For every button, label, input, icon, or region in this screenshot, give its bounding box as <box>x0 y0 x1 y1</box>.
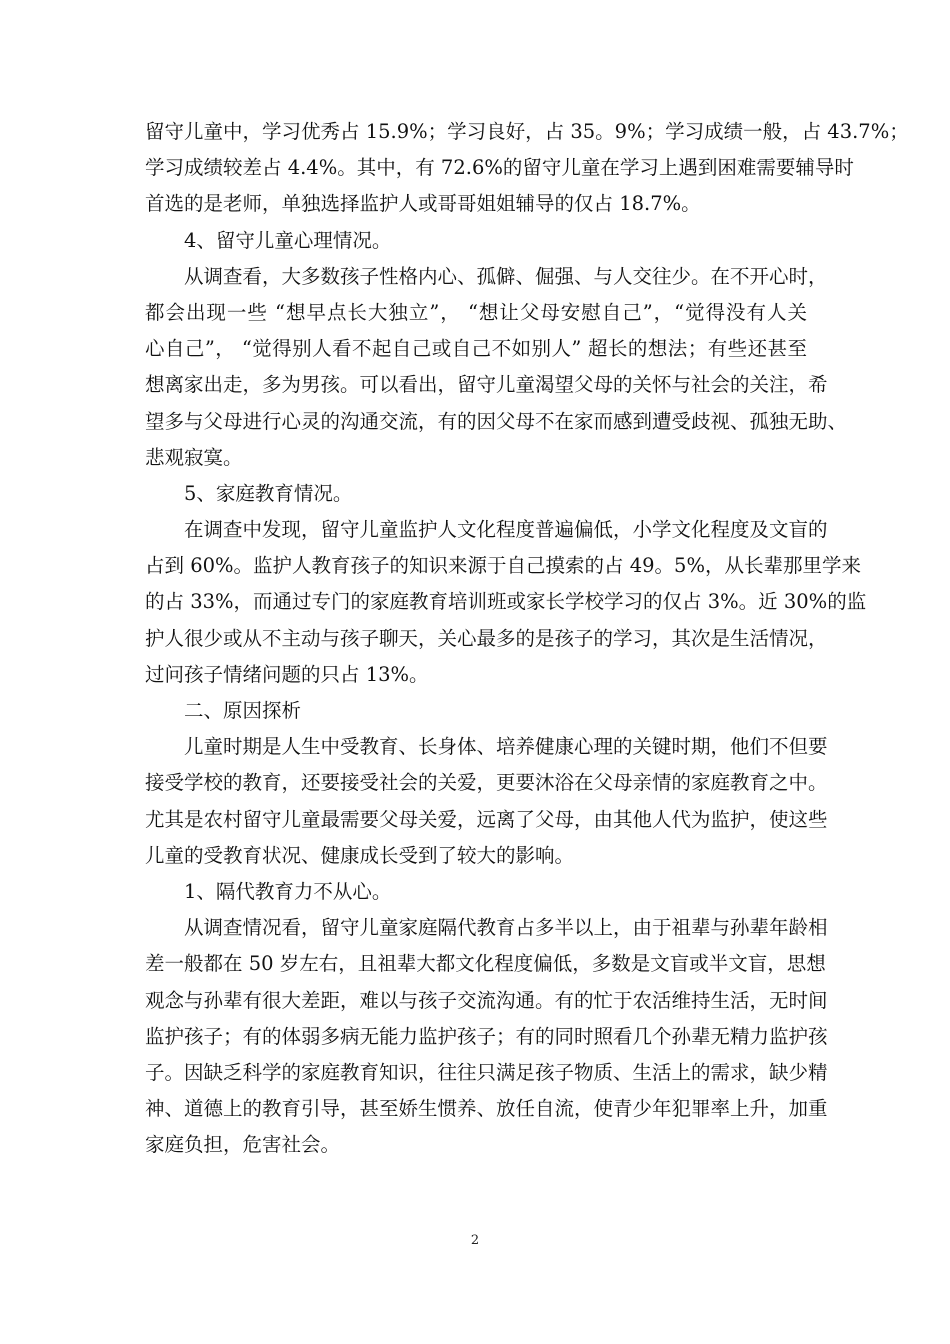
text-line: 子。因缺乏科学的家庭教育知识，往往只满足孩子物质、生活上的需求，缺少精 <box>145 1060 828 1084</box>
text-line: 过问孩子情绪问题的只占 13%。 <box>145 662 429 686</box>
text-line: 二、原因探析 <box>184 699 302 722</box>
text-line: 的占 33%，而通过专门的家庭教育培训班或家长学校学习的仅占 3%。近 30%的监 <box>145 590 867 614</box>
text-line: 护人很少或从不主动与孩子聊天，关心最多的是孩子的学习，其次是生活情况， <box>145 626 828 650</box>
text-line: 在调查中发现，留守儿童监护人文化程度普遍偏低，小学文化程度及文盲的 <box>184 518 828 542</box>
text-line: 4、留守儿童心理情况。 <box>184 228 392 252</box>
text-line: 望多与父母进行心灵的沟通交流，有的因父母不在家而感到遭受歧视、孤独无助、 <box>145 409 848 433</box>
text-line: 监护孩子；有的体弱多病无能力监护孩子；有的同时照看几个孙辈无精力监护孩 <box>145 1024 828 1048</box>
page-number: 2 <box>470 1233 480 1248</box>
text-line: 差一般都在 50 岁左右，且祖辈大都文化程度偏低，多数是文盲或半文盲，思想 <box>145 952 826 976</box>
body-text <box>145 114 909 1163</box>
text-line: 尤其是农村留守儿童最需要父母关爱，远离了父母，由其他人代为监护，使这些 <box>145 807 828 831</box>
text-line: 观念与孙辈有很大差距，难以与孩子交流沟通。有的忙于农活维持生活，无时间 <box>145 988 828 1012</box>
text-line: 都会出现一些 “想早点长大独立”， “想让父母安慰自己”，“觉得没有人关 <box>145 300 807 324</box>
text-line: 儿童时期是人生中受教育、长身体、培养健康心理的关键时期，他们不但要 <box>184 735 828 759</box>
text-line: 悲观寂寞。 <box>145 445 243 469</box>
text-line: 儿童的受教育状况、健康成长受到了较大的影响。 <box>145 843 575 867</box>
text-line: 首选的是老师，单独选择监护人或哥哥姐姐辅导的仅占 18.7%。 <box>145 192 701 216</box>
text-line: 想离家出走，多为男孩。可以看出，留守儿童渴望父母的关怀与社会的关注，希 <box>145 373 828 397</box>
text-line: 学习成绩较差占 4.4%。其中，有 72.6%的留守儿童在学习上遇到困难需要辅导时 <box>145 156 854 180</box>
text-line: 占到 60%。监护人教育孩子的知识来源于自己摸索的占 49。5%，从长辈那里学来 <box>145 554 861 578</box>
text-line: 留守儿童中，学习优秀占 15.9%；学习良好，占 35。9%；学习成绩一般，占 43.7%； <box>145 120 909 143</box>
text-line: 家庭负担，危害社会。 <box>145 1133 341 1157</box>
text-line: 神、道德上的教育引导，甚至娇生惯养、放任自流，使青少年犯罪率上升，加重 <box>145 1097 828 1121</box>
text-line: 接受学校的教育，还要接受社会的关爱，更要沐浴在父母亲情的家庭教育之中。 <box>145 771 828 795</box>
text-line: 从调查看，大多数孩子性格内心、孤僻、倔强、与人交往少。在不开心时， <box>184 264 828 288</box>
text-line: 1、隔代教育力不从心。 <box>184 879 392 903</box>
text-line: 心自己”， “觉得别人看不起自己或自己不如别人” 超长的想法；有些还甚至 <box>145 337 807 361</box>
text-line: 5、家庭教育情况。 <box>184 481 353 505</box>
text-line: 从调查情况看，留守儿童家庭隔代教育占多半以上，由于祖辈与孙辈年龄相 <box>184 916 828 940</box>
